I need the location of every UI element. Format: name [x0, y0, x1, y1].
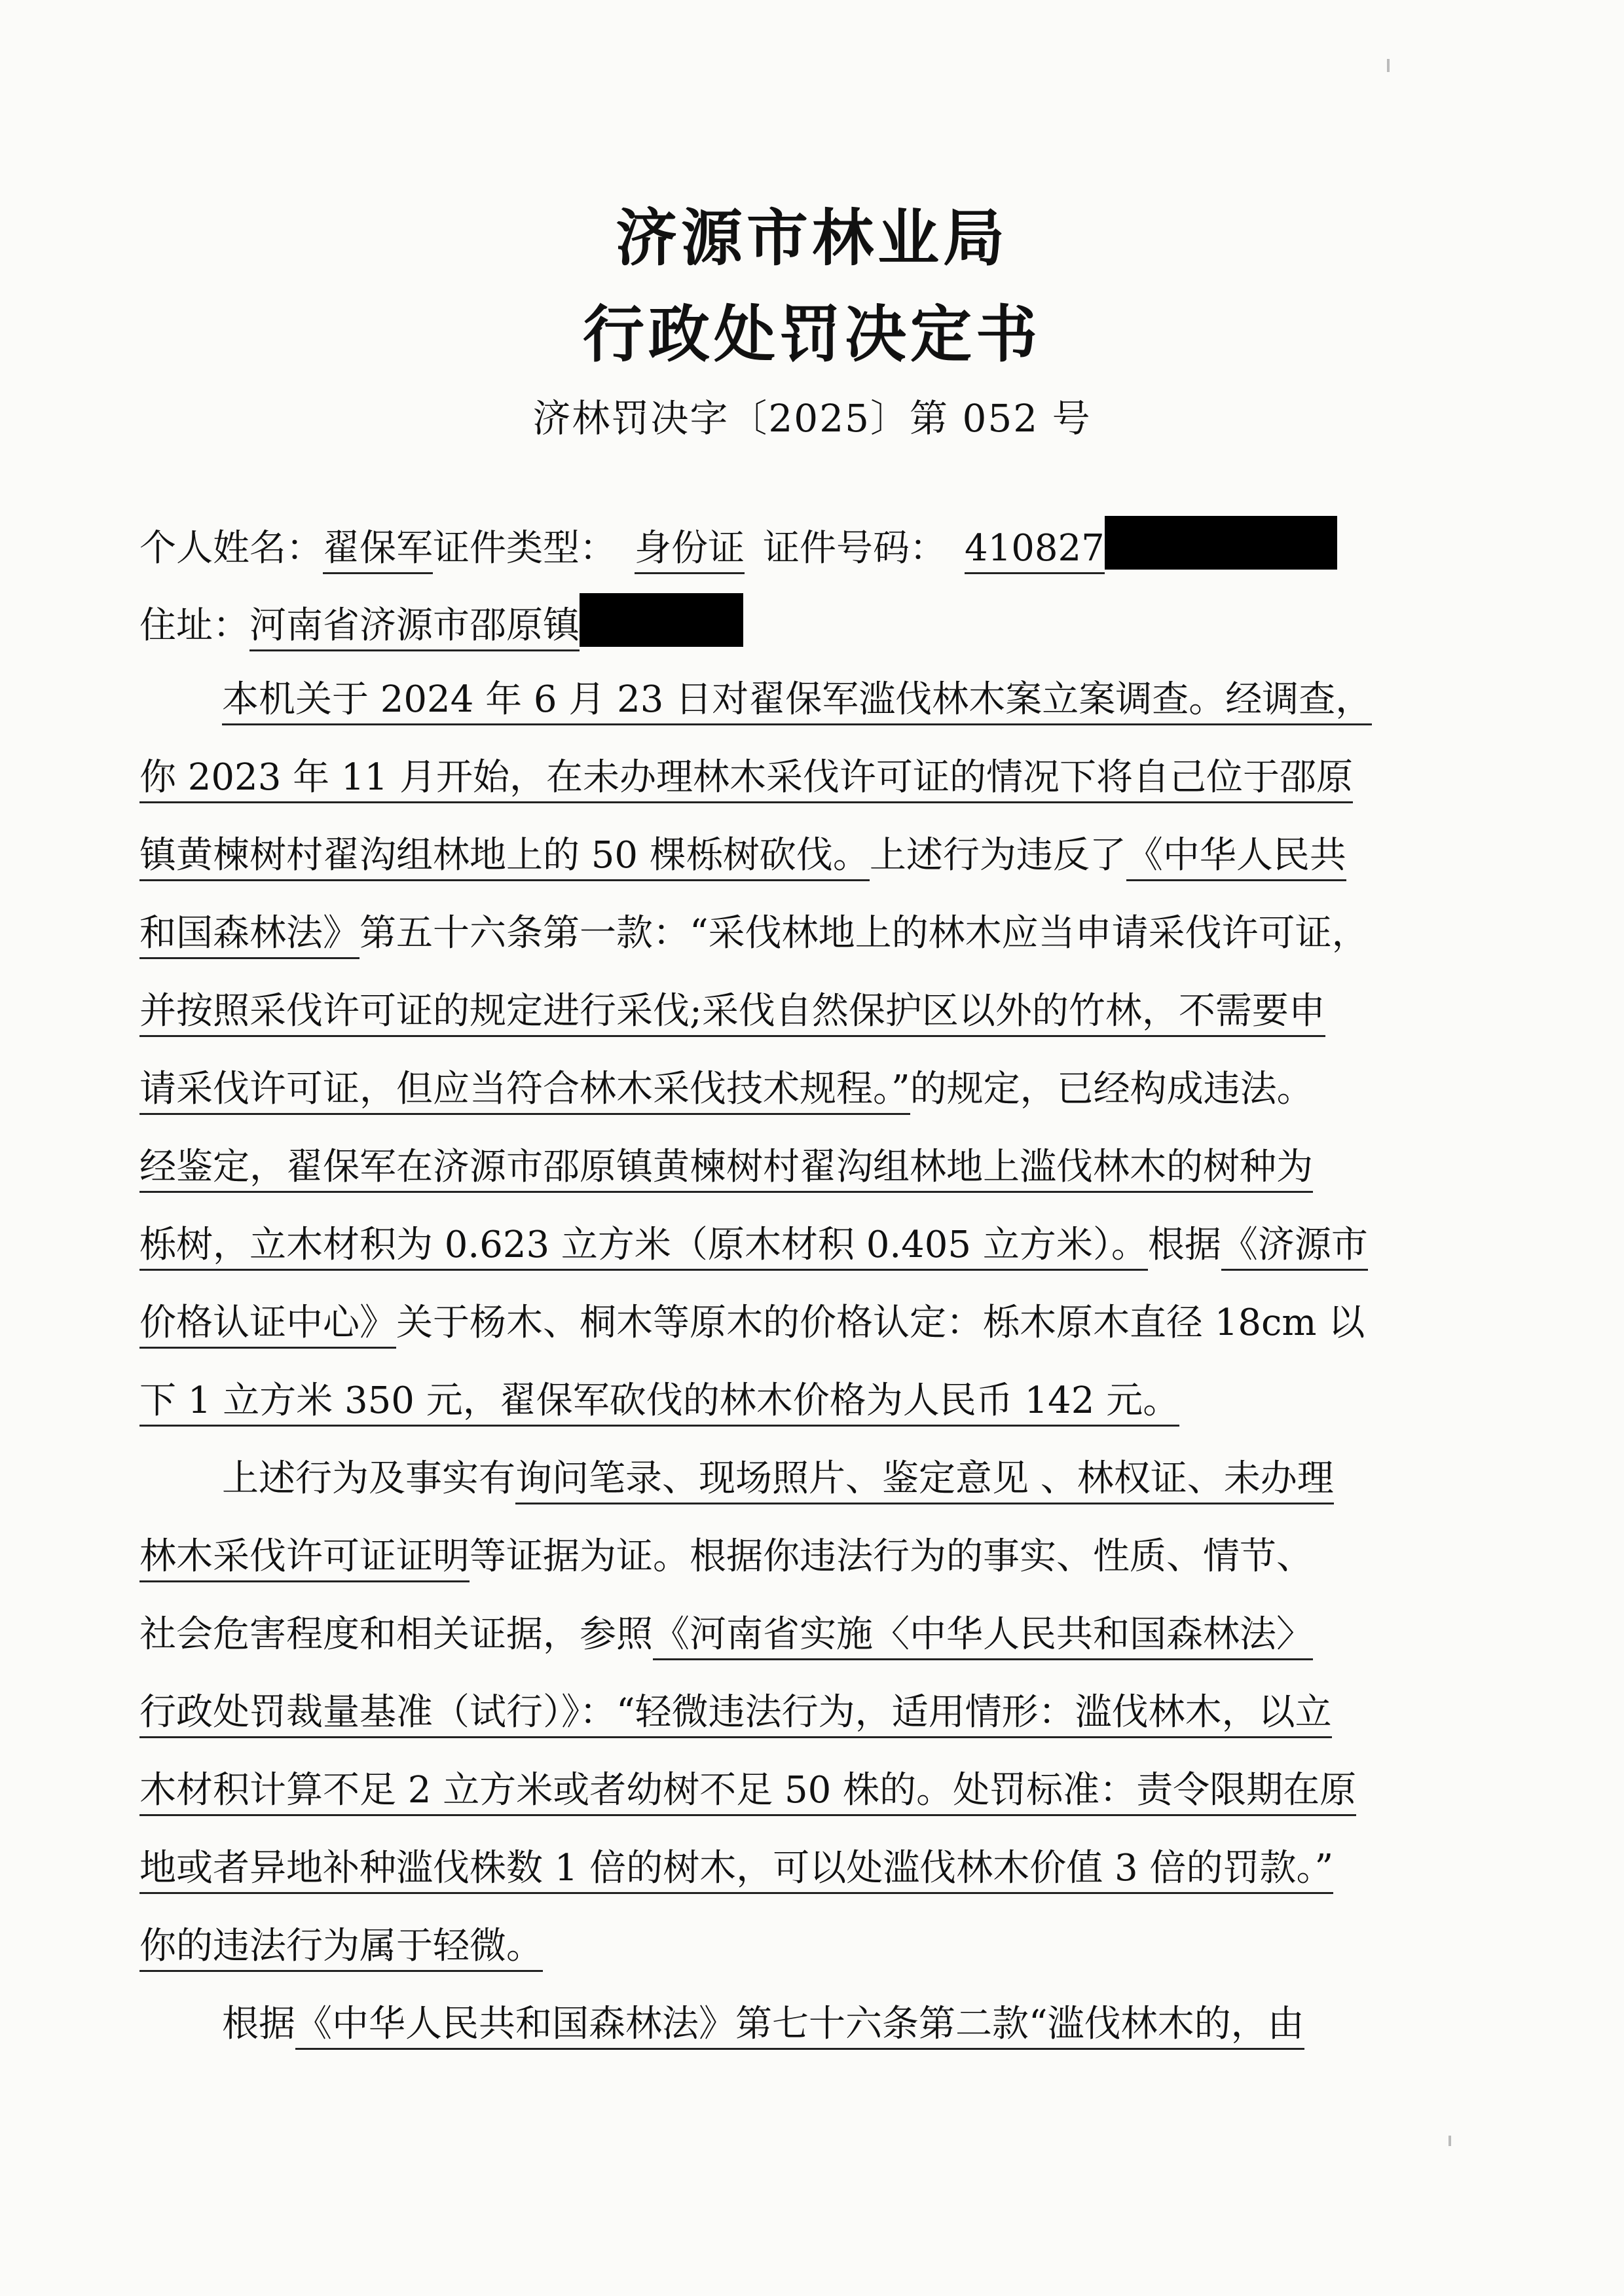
para1-line5: 并按照采伐许可证的规定进行采伐;采伐自然保护区以外的竹林，不需要申: [139, 982, 1325, 1034]
para1-line1: 本机关于 2024 年 6 月 23 日对翟保军滥伐林木案立案调查。经调查，: [222, 670, 1372, 723]
para2-line5: 木材积计算不足 2 立方米或者幼树不足 50 株的。处罚标准：责令限期在原: [139, 1761, 1356, 1813]
scan-artifact: [1449, 2136, 1451, 2146]
redaction-block-address: [580, 593, 743, 647]
para1-line7: 经鉴定，翟保军在济源市邵原镇黄楝树村翟沟组林地上滥伐林木的树种为: [139, 1138, 1313, 1190]
para2-line3: 社会危害程度和相关证据，参照《河南省实施〈中华人民共和国森林法〉: [139, 1605, 1313, 1658]
document-title-type: 行政处罚决定书: [582, 299, 1041, 371]
document-number: 济林罚决字〔2025〕第 052 号: [532, 396, 1092, 441]
para2-line6: 地或者异地补种滥伐株数 1 倍的树木，可以处滥伐林木价值 3 倍的罚款。”: [139, 1839, 1333, 1891]
para2-line7: 你的违法行为属于轻微。: [139, 1917, 543, 1969]
para1-line4: 和国森林法》第五十六条第一款：“采伐林地上的林木应当申请采伐许可证，: [139, 904, 1369, 957]
name-label: 个人姓名：: [139, 527, 323, 570]
para1-line8: 栎树，立木材积为 0.623 立方米（原木材积 0.405 立方米）。根据《济源市: [139, 1216, 1368, 1268]
document-title-agency: 济源市林业局: [615, 203, 1008, 274]
party-info-line: [139, 516, 1337, 572]
para2-line1: 上述行为及事实有询问笔录、现场照片、鉴定意见 、林权证、未办理: [222, 1449, 1334, 1502]
id-type-value: 身份证: [635, 527, 745, 574]
address-value: 河南省济源市邵原镇: [249, 604, 580, 651]
address-line: [139, 593, 743, 649]
para2-line2: 林木采伐许可证证明等证据为证。根据你违法行为的事实、性质、情节、: [139, 1527, 1313, 1580]
name-value: 翟保军: [323, 527, 433, 574]
id-type-label: 证件类型：: [433, 527, 616, 570]
id-number-label: 证件号码：: [763, 527, 946, 570]
para1-line9: 价格认证中心》关于杨木、桐木等原木的价格认定：栎木原木直径 18cm 以: [139, 1294, 1365, 1346]
para1-line6: 请采伐许可证，但应当符合林木采伐技术规程。”的规定，已经构成违法。: [139, 1060, 1314, 1112]
scan-artifact: [1387, 59, 1390, 72]
para2-line4: 行政处罚裁量基准（试行）》：“轻微违法行为，适用情形：滥伐林木，以立: [139, 1683, 1332, 1736]
para1-line3: 镇黄楝树村翟沟组林地上的 50 棵栎树砍伐。上述行为违反了《中华人民共: [139, 826, 1346, 879]
address-label: 住址：: [139, 604, 249, 647]
para1-line10: 下 1 立方米 350 元，翟保军砍伐的林木价格为人民币 142 元。: [139, 1372, 1179, 1424]
para1-line2: 你 2023 年 11 月开始，在未办理林木采伐许可证的情况下将自己位于邵原: [139, 748, 1353, 801]
id-number-value: 410827: [965, 527, 1105, 574]
para3-line1: 根据《中华人民共和国森林法》第七十六条第二款“滥伐林木的，由: [222, 1995, 1304, 2047]
redaction-block-id: [1105, 516, 1337, 570]
